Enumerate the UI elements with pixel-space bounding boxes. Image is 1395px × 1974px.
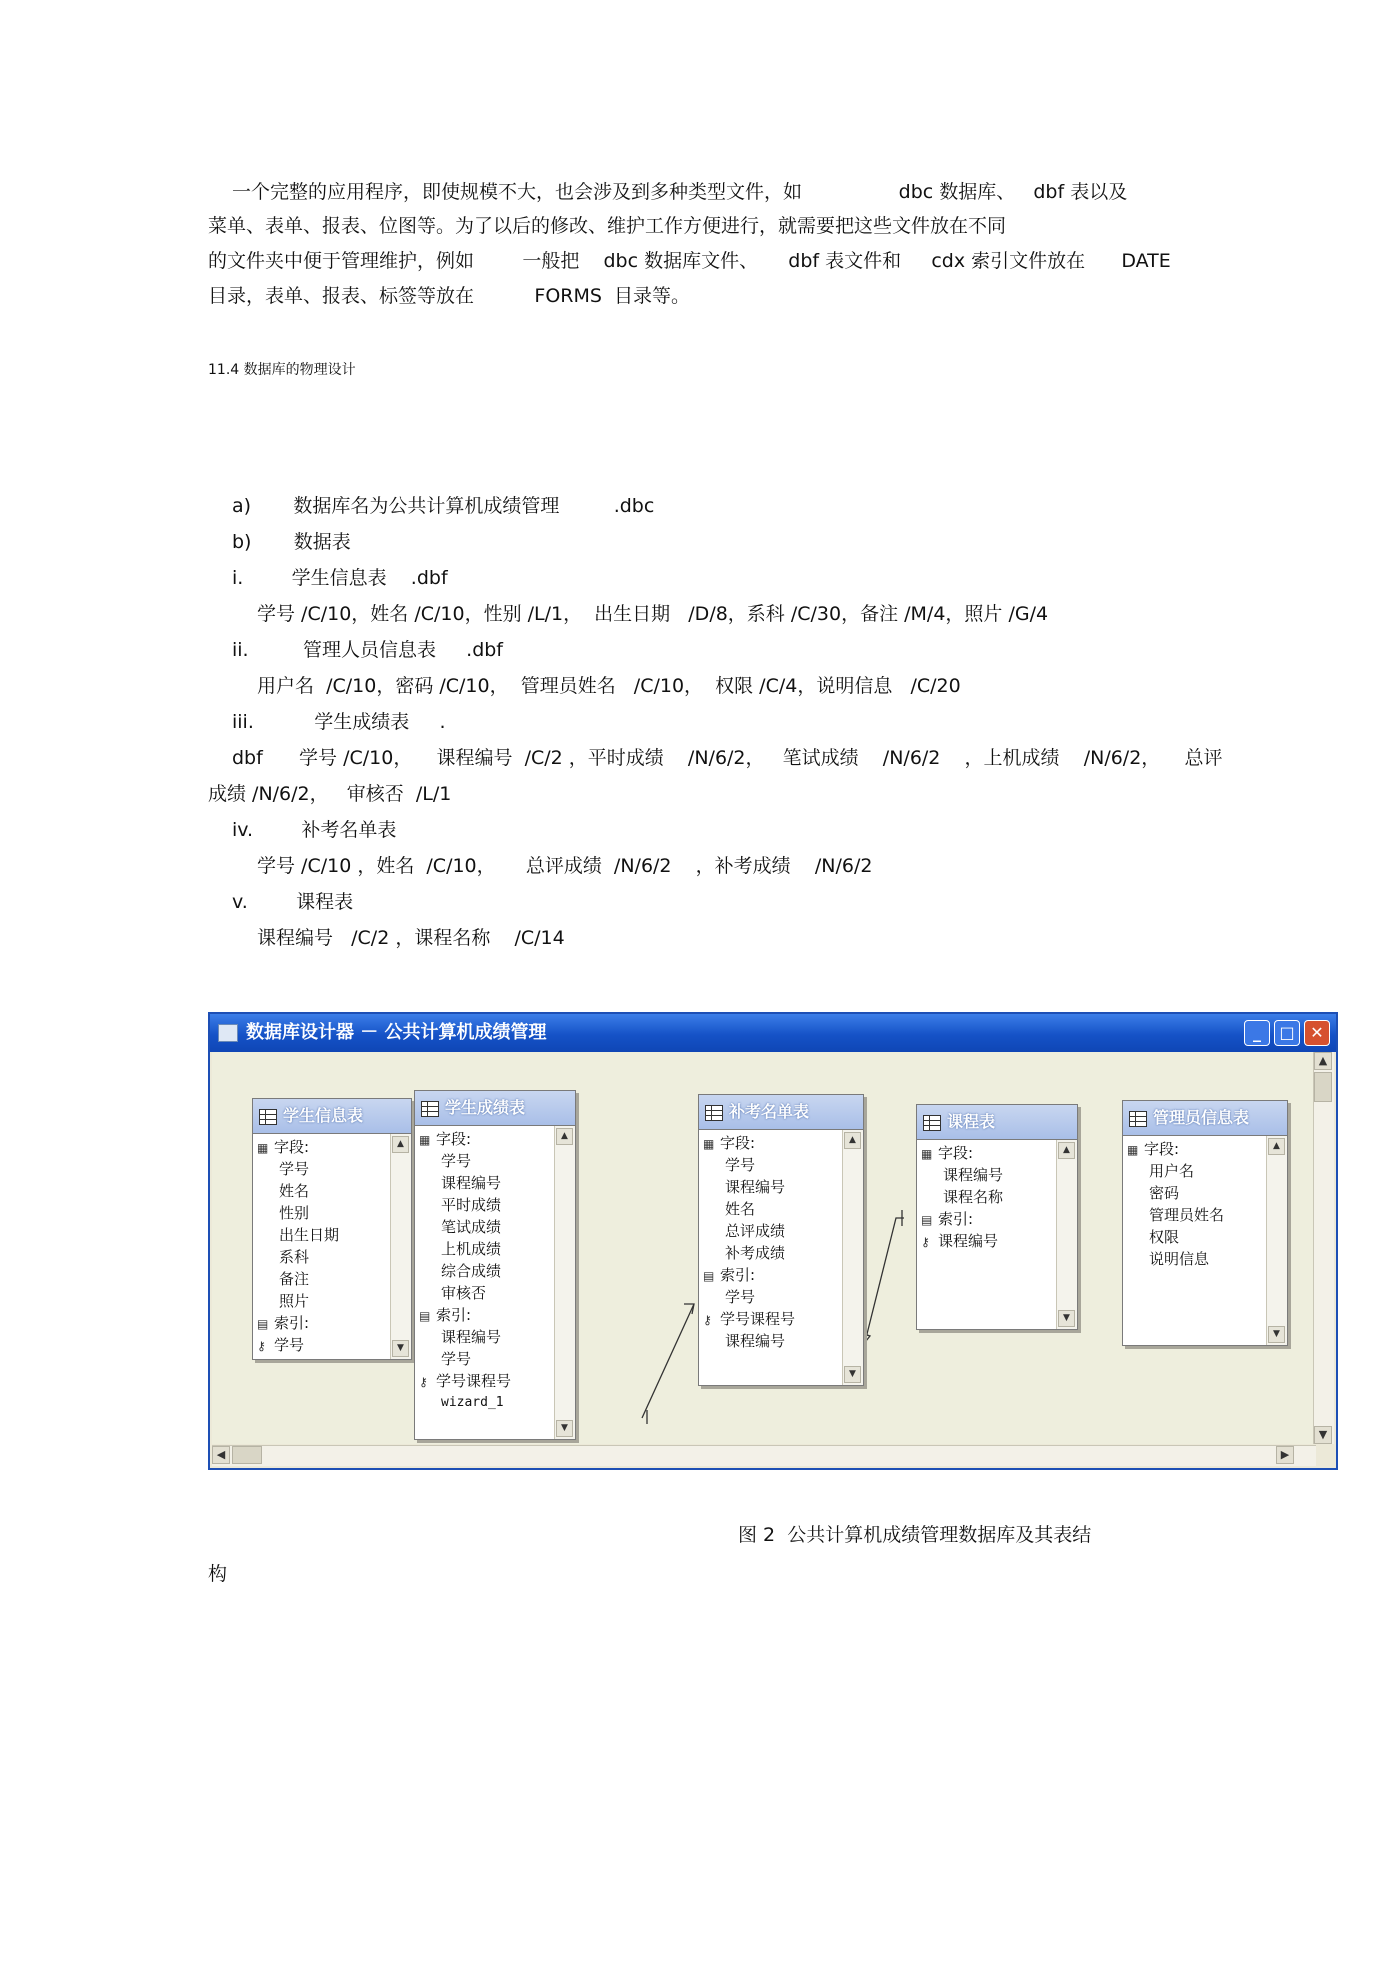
- field-item[interactable]: 上机成绩: [441, 1240, 502, 1258]
- table-field-list: [415, 1126, 555, 1439]
- scroll-left-icon[interactable]: ◀: [212, 1446, 230, 1464]
- figure-caption-continued: 构: [208, 1563, 228, 1585]
- field-item[interactable]: 备注: [279, 1270, 310, 1288]
- scroll-down-icon[interactable]: ▼: [556, 1420, 573, 1437]
- index-item: 学号课程号: [436, 1372, 512, 1390]
- designer-canvas[interactable]: [212, 1052, 1316, 1444]
- field-item[interactable]: 姓名: [279, 1182, 310, 1200]
- table-icon: [259, 1109, 277, 1125]
- intro-line-3: 的文件夹中便于管理维护，例如 一般把 dbc 数据库文件、 dbf 表文件和 cdx 索引文件放在 DATE: [208, 250, 1171, 272]
- relation-many-mark-2: [684, 1304, 694, 1314]
- table-icon: [923, 1115, 941, 1131]
- list-item-v: v. 课程表: [232, 891, 354, 913]
- key-icon: ⚷: [703, 1313, 712, 1327]
- scroll-up-icon[interactable]: ▲: [556, 1128, 573, 1145]
- table-box-student-score[interactable]: [414, 1090, 576, 1440]
- field-item[interactable]: 照片: [279, 1292, 310, 1310]
- fields-label: 字段:: [1144, 1140, 1180, 1158]
- field-item[interactable]: 权限: [1149, 1228, 1180, 1246]
- field-item[interactable]: 课程名称: [943, 1188, 1004, 1206]
- list-item-b: b) 数据表: [232, 531, 351, 553]
- scroll-up-icon[interactable]: ▲: [1314, 1052, 1332, 1070]
- field-item[interactable]: 用户名: [1149, 1162, 1195, 1180]
- section-heading: 11.4 数据库的物理设计: [208, 362, 356, 378]
- scroll-down-icon[interactable]: ▼: [1058, 1310, 1075, 1327]
- scroll-up-icon[interactable]: ▲: [392, 1136, 409, 1153]
- table-box-course[interactable]: [916, 1104, 1078, 1330]
- field-list-icon: ▦: [419, 1133, 431, 1147]
- table-scrollbar[interactable]: [842, 1130, 863, 1385]
- scroll-up-icon[interactable]: ▲: [844, 1132, 861, 1149]
- table-icon: [421, 1101, 439, 1117]
- list-item-iii: iii. 学生成绩表 .: [232, 711, 446, 733]
- index-item[interactable]: 学号: [441, 1350, 472, 1368]
- field-item[interactable]: 学号: [725, 1156, 756, 1174]
- list-item-i-fields: 学号 /C/10，姓名 /C/10，性别 /L/1， 出生日期 /D/8，系科 /C/30，备注 /M/4，照片 /G/4: [257, 603, 1049, 625]
- key-icon: ⚷: [921, 1235, 930, 1249]
- scroll-down-icon[interactable]: ▼: [1314, 1426, 1332, 1444]
- key-icon: ⚷: [419, 1375, 428, 1389]
- figure-caption: 图 2 公共计算机成绩管理数据库及其表结: [738, 1524, 1092, 1546]
- index-book-icon: ▤: [921, 1213, 933, 1227]
- field-item[interactable]: 综合成绩: [441, 1262, 502, 1280]
- window-title: 数据库设计器 － 公共计算机成绩管理: [246, 1022, 547, 1043]
- relation-line-2: [642, 1304, 694, 1418]
- scroll-down-icon[interactable]: ▼: [1268, 1326, 1285, 1343]
- table-title: 补考名单表: [729, 1102, 810, 1121]
- list-item-ii: ii. 管理人员信息表 .dbf: [232, 639, 504, 661]
- table-title: 课程表: [947, 1112, 996, 1131]
- index-item[interactable]: 学号: [725, 1288, 756, 1306]
- list-item-ii-fields: 用户名 /C/10，密码 /C/10， 管理员姓名 /C/10， 权限 /C/4，说明信息 /C/20: [257, 675, 961, 697]
- table-title: 学生信息表: [283, 1106, 364, 1125]
- table-icon: [1129, 1111, 1147, 1127]
- list-item-a: a) 数据库名为公共计算机成绩管理 .dbc: [232, 495, 655, 517]
- table-title: 学生成绩表: [445, 1098, 526, 1117]
- key-icon: ⚷: [257, 1339, 266, 1353]
- app-icon: [218, 1024, 238, 1042]
- index-label: 索引:: [720, 1266, 756, 1284]
- table-box-makeup-list[interactable]: [698, 1094, 864, 1386]
- list-item-iii-fields-1: dbf 学号 /C/10， 课程编号 /C/2 ，平时成绩 /N/6/2， 笔试成绩 /N/6/2 ，上机成绩 /N/6/2， 总评: [232, 747, 1223, 769]
- table-box-student-info[interactable]: [252, 1098, 412, 1360]
- canvas-vertical-scrollbar[interactable]: [1313, 1052, 1334, 1444]
- intro-line-4: 目录，表单、报表、标签等放在 FORMS 目录等。: [208, 285, 691, 307]
- table-scrollbar[interactable]: [390, 1134, 411, 1359]
- table-scrollbar[interactable]: [1266, 1136, 1287, 1345]
- relation-line-3: [866, 1218, 904, 1338]
- field-item[interactable]: 出生日期: [279, 1226, 340, 1244]
- minimize-button[interactable]: _: [1244, 1020, 1270, 1046]
- field-item[interactable]: 笔试成绩: [441, 1218, 502, 1236]
- table-field-list: [699, 1130, 843, 1385]
- table-icon: [705, 1105, 723, 1121]
- field-list-icon: ▦: [703, 1137, 715, 1151]
- index-item: 学号课程号: [720, 1310, 796, 1328]
- field-item[interactable]: 密码: [1149, 1184, 1180, 1202]
- table-field-list: [917, 1140, 1057, 1329]
- field-list-icon: ▦: [257, 1141, 269, 1155]
- fields-label: 字段:: [938, 1144, 974, 1162]
- maximize-button[interactable]: □: [1274, 1020, 1300, 1046]
- field-item[interactable]: 说明信息: [1149, 1250, 1210, 1268]
- scroll-down-icon[interactable]: ▼: [392, 1340, 409, 1357]
- index-item: 学号: [274, 1336, 305, 1354]
- field-list-icon: ▦: [921, 1147, 933, 1161]
- list-item-iv: iv. 补考名单表: [232, 819, 397, 841]
- index-item[interactable]: wizard_1: [441, 1395, 504, 1410]
- field-item[interactable]: 总评成绩: [725, 1222, 786, 1240]
- index-item[interactable]: 课程编号: [725, 1332, 786, 1350]
- field-item[interactable]: 补考成绩: [725, 1244, 786, 1262]
- field-item[interactable]: 管理员姓名: [1149, 1206, 1225, 1224]
- scroll-up-icon[interactable]: ▲: [1268, 1138, 1285, 1155]
- field-item[interactable]: 系科: [279, 1248, 310, 1266]
- list-item-i: i. 学生信息表 .dbf: [232, 567, 448, 589]
- field-item[interactable]: 课程编号: [441, 1174, 502, 1192]
- field-item[interactable]: 学号: [441, 1152, 472, 1170]
- scroll-thumb[interactable]: [1314, 1072, 1332, 1102]
- fields-label: 字段:: [720, 1134, 756, 1152]
- index-book-icon: ▤: [419, 1309, 431, 1323]
- index-book-icon: ▤: [257, 1317, 269, 1331]
- window-titlebar[interactable]: [210, 1014, 1336, 1052]
- intro-line-2: 菜单、表单、报表、位图等。为了以后的修改、维护工作方便进行，就需要把这些文件放在不同: [208, 215, 1007, 237]
- intro-line-1: 一个完整的应用程序，即使规模不大，也会涉及到多种类型文件，如 dbc 数据库、 dbf 表以及: [232, 181, 1128, 203]
- index-label: 索引:: [274, 1314, 310, 1332]
- field-item[interactable]: 课程编号: [943, 1166, 1004, 1184]
- table-box-admin-info[interactable]: [1122, 1100, 1288, 1346]
- field-list-icon: ▦: [1127, 1143, 1139, 1157]
- field-item[interactable]: 姓名: [725, 1200, 756, 1218]
- scroll-right-icon[interactable]: ▶: [1276, 1446, 1294, 1464]
- fields-label: 字段:: [436, 1130, 472, 1148]
- database-designer-window: [208, 1012, 1338, 1470]
- scroll-down-icon[interactable]: ▼: [844, 1366, 861, 1383]
- close-button[interactable]: ✕: [1304, 1020, 1330, 1046]
- index-book-icon: ▤: [703, 1269, 715, 1283]
- field-item[interactable]: 学号: [279, 1160, 310, 1178]
- index-item: 课程编号: [938, 1232, 999, 1250]
- scroll-thumb[interactable]: [232, 1446, 262, 1464]
- table-scrollbar[interactable]: [554, 1126, 575, 1439]
- field-item[interactable]: 性别: [279, 1204, 310, 1222]
- index-item[interactable]: 课程编号: [441, 1328, 502, 1346]
- scroll-up-icon[interactable]: ▲: [1058, 1142, 1075, 1159]
- canvas-horizontal-scrollbar[interactable]: [212, 1445, 1316, 1466]
- table-field-list: [1123, 1136, 1267, 1345]
- list-item-v-fields: 课程编号 /C/2 ，课程名称 /C/14: [257, 927, 565, 949]
- field-item[interactable]: 审核否: [441, 1284, 487, 1302]
- field-item[interactable]: 平时成绩: [441, 1196, 502, 1214]
- list-item-iv-fields: 学号 /C/10 ，姓名 /C/10， 总评成绩 /N/6/2 ，补考成绩 /N/6/2: [257, 855, 873, 877]
- field-item[interactable]: 课程编号: [725, 1178, 786, 1196]
- table-title: 管理员信息表: [1153, 1108, 1250, 1127]
- index-label: 索引:: [436, 1306, 472, 1324]
- fields-label: 字段:: [274, 1138, 310, 1156]
- table-field-list: [253, 1134, 391, 1359]
- index-label: 索引:: [938, 1210, 974, 1228]
- table-scrollbar[interactable]: [1056, 1140, 1077, 1329]
- list-item-iii-fields-2: 成绩 /N/6/2， 审核否 /L/1: [208, 783, 452, 805]
